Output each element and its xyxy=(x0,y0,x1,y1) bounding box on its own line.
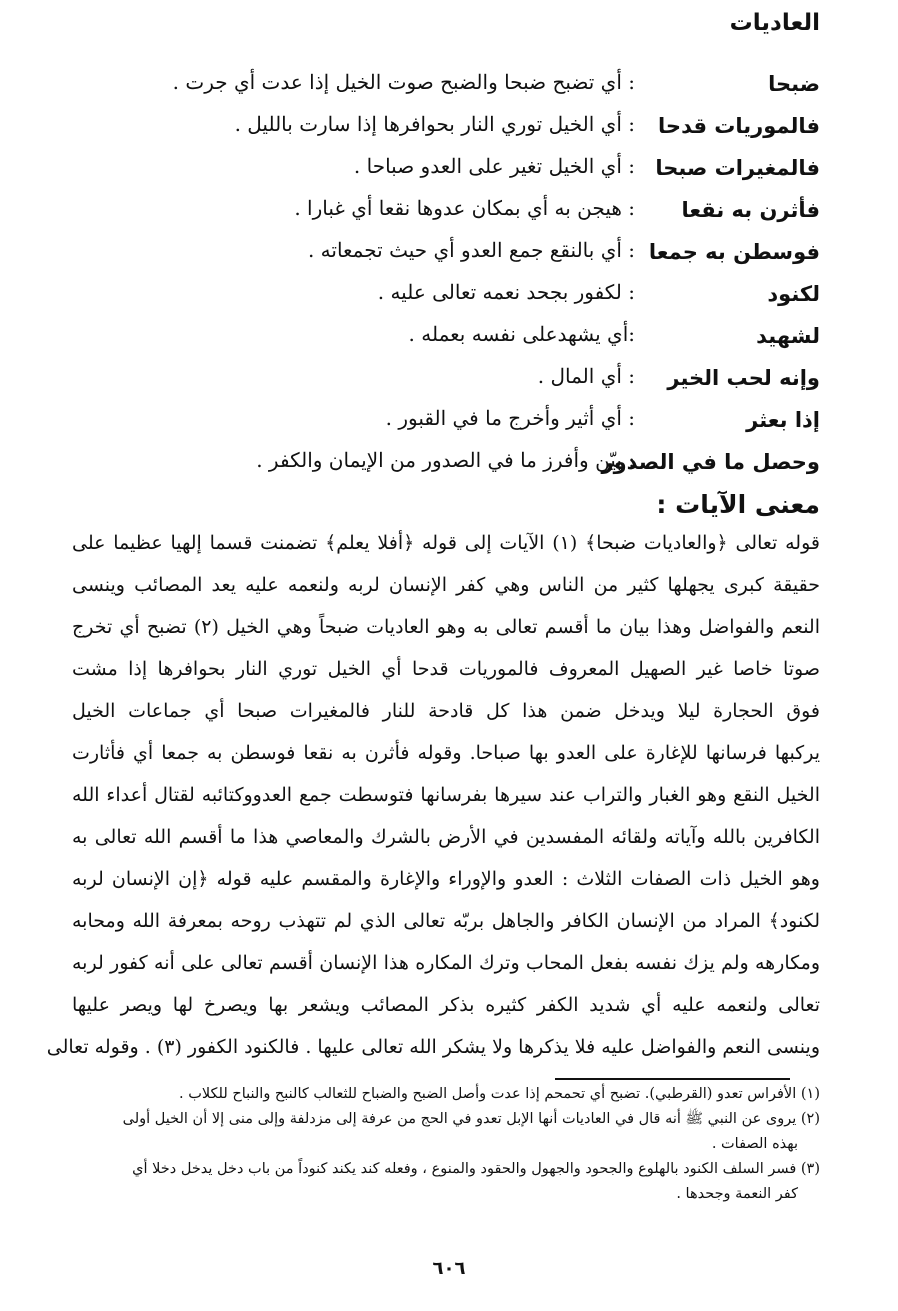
page-number: ٦٠٦ xyxy=(432,1258,466,1279)
glossary-definition: : أي بالنقع جمع العدو أي حيث تجمعاته . xyxy=(307,238,635,262)
glossary-definition: : أي أثير وأخرج ما في القبور . xyxy=(385,406,635,430)
glossary-definition: : لكفور بجحد نعمه تعالى عليه . xyxy=(377,280,635,304)
footnote-line: بهذه الصفات . xyxy=(711,1136,798,1152)
glossary-term: فالموريات قدحا xyxy=(658,114,820,138)
body-line: حقيقة كبرى يجهلها كثير من الناس وهي كفر الإنسان لربه ولنعمه عليه يعد المصائب وينسى xyxy=(72,574,820,596)
glossary-row xyxy=(60,66,820,108)
footnote-line: كفر النعمة وجحدها . xyxy=(676,1186,798,1202)
glossary-term: فالمغيرات صبحا xyxy=(655,156,820,180)
glossary-definition: : بيّن وأفرز ما في الصدور من الإيمان والكفر . xyxy=(256,448,635,472)
glossary-row xyxy=(60,318,820,360)
body-line: تعالى ولنعمه عليه أي شديد الكفر كثيره بذكر المصائب ويشعر بها ويصرخ لها ويصر عليها xyxy=(72,994,821,1016)
glossary-definition: : هيجن به أي بمكان عدوها نقعا أي غبارا . xyxy=(294,196,635,220)
glossary-row xyxy=(60,402,820,444)
glossary-term: لكنود xyxy=(767,282,820,306)
body-line: صوتا خاصا غير الصهيل المعروف فالموريات قدحا أي الخيل توري النار بحوافرها إذا مشت xyxy=(72,658,820,680)
glossary-row xyxy=(60,192,820,234)
footnote-line: (٢) يروى عن النبي ﷺ أنه قال في العاديات أنها الإبل تعدو في الحج من عرفة إلى مزدلفة وإلى منى إلا أن الخيل أولى xyxy=(122,1111,820,1127)
footnote-divider xyxy=(555,1078,790,1080)
body-line: وينسى النعم والفواضل عليه فلا يذكرها ولا يشكر الله تعالى عليها . فالكنود الكفور (٣) . وقوله تعالى xyxy=(46,1036,820,1058)
glossary-term: إذا بعثر xyxy=(746,408,820,432)
body-line: الكافرين بالله وآياته ولقائه المفسدين في الأرض بالشرك والمعاصي هذا ما أقسم الله تعالى به xyxy=(72,826,820,848)
body-line: فوق الحجارة ليلا ويدخل ضمن هذا كل قادحة للنار فالمغيرات صبحا أي جماعات الخيل xyxy=(72,700,820,722)
running-header: العاديات xyxy=(729,10,820,36)
body-line: ومكارهه ولم يزك نفسه بفعل المحاب وترك المكاره هذا الإنسان أقسم تعالى على أنه كفور لربه xyxy=(72,952,820,974)
glossary-row xyxy=(60,444,820,486)
body-line: لكنود﴾ المراد من الإنسان الكافر والجاهل بربّه تعالى الذي لم تتهذب روحه بمعرفة الله ومحابه xyxy=(72,910,820,932)
glossary-row xyxy=(60,360,820,402)
glossary-row xyxy=(60,276,820,318)
footnote-line: (٣) فسر السلف الكنود بالهلوع والجحود والجهول والحقود والمنوع ، وفعله كند يكند كنوداً من باب دخل يدخل دخلا أي xyxy=(132,1161,820,1177)
glossary-term: ضبحا xyxy=(768,72,820,96)
glossary-definition: :أي يشهدعلى نفسه بعمله . xyxy=(408,322,635,346)
glossary-row xyxy=(60,108,820,150)
glossary-definition: : أي الخيل توري النار بحوافرها إذا سارت بالليل . xyxy=(234,112,635,136)
footnotes xyxy=(68,1082,820,1207)
glossary-term: وحصل ما في الصدور xyxy=(601,450,820,474)
body-text xyxy=(46,522,821,1068)
glossary-row xyxy=(60,150,820,192)
body-line: قوله تعالى ﴿والعاديات ضبحا﴾ (١) الآيات إلى قوله ﴿أفلا يعلم﴾ تضمنت قسما إلهيا عظيما على xyxy=(72,532,820,554)
section-title: معنى الآيات : xyxy=(656,490,820,519)
glossary xyxy=(60,66,820,486)
footnote-line: (١) الأفراس تعدو (القرطبي). تضبح أي تحمحم إذا عدت وأصل الضبح والضباح للثعالب كالنبح والنباح للكلاب . xyxy=(178,1086,820,1102)
body-line: الخيل النقع وهو الغبار والتراب عند سيرها بفرسانها فتوسطت جمع العدووكتائبه لقتال أعداء الله xyxy=(72,784,820,806)
glossary-definition: : أي الخيل تغير على العدو صباحا . xyxy=(353,154,635,178)
body-line: وهو الخيل ذات الصفات الثلاث : العدو والإوراء والإغارة والمقسم عليه قوله ﴿إن الإنسان لربه xyxy=(72,868,820,890)
body-line: يركبها فرسانها للإغارة على العدو بها صباحا. وقوله فأثرن به نقعا فوسطن به جمعا أي فأثارت xyxy=(72,742,820,764)
glossary-term: وإنه لحب الخير xyxy=(667,366,820,390)
glossary-row xyxy=(60,234,820,276)
glossary-term: لشهيد xyxy=(756,324,820,348)
glossary-term: فأثرن به نقعا xyxy=(681,198,820,222)
glossary-definition: : أي تضبح ضبحا والضبح صوت الخيل إذا عدت أي جرت . xyxy=(172,70,635,94)
glossary-definition: : أي المال . xyxy=(537,364,635,388)
glossary-term: فوسطن به جمعا xyxy=(648,240,820,264)
body-line: النعم والفواضل وهذا بيان ما أقسم تعالى به وهو العاديات ضبحاً وهي الخيل (٢) تضبح أي تخرج xyxy=(72,616,820,638)
